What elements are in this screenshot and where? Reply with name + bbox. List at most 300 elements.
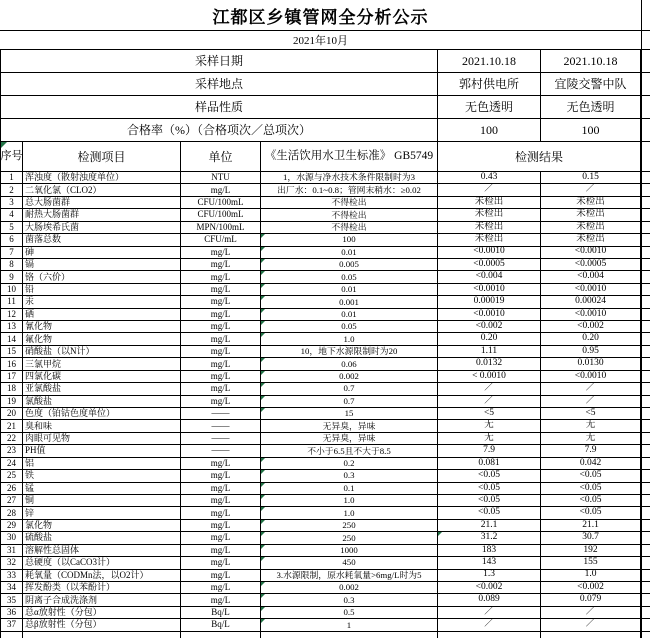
row-no: 34 (1, 582, 23, 594)
row-no: 4 (1, 209, 23, 221)
result-site2: <0.0005 (541, 259, 641, 271)
item-name: 二氧化氯（CLO2） (23, 184, 181, 196)
item-name: 铁 (23, 470, 181, 482)
row-no: 20 (1, 408, 23, 420)
result-site1: 21.1 (438, 520, 541, 532)
result-site2: 155 (541, 557, 641, 569)
result-site2: 0.95 (541, 346, 641, 358)
result-site1: <0.05 (438, 483, 541, 495)
item-name: 耐热大肠菌群 (23, 209, 181, 221)
standard-limit: 0.06 (261, 358, 438, 370)
result-site1: 0.0132 (438, 358, 541, 370)
unit: mg/L (181, 284, 261, 296)
info-label: 样品性质 (1, 96, 438, 119)
result-site1: 未检出 (438, 234, 541, 246)
standard-limit: 10，地下水源限制时为20 (261, 346, 438, 358)
info-value-site2: 100 (541, 119, 641, 142)
result-site2: <0.004 (541, 271, 641, 283)
info-value-site1: 2021.10.18 (438, 50, 541, 73)
standard-limit: 0.05 (261, 271, 438, 283)
standard-limit: 15 (261, 408, 438, 420)
empty-cell (261, 632, 438, 638)
page-title: 江都区乡镇管网全分析公示 (212, 7, 429, 27)
result-site1: 未检出 (438, 222, 541, 234)
row-no: 5 (1, 222, 23, 234)
header-no: 序号 (1, 142, 23, 172)
table-row (1, 545, 650, 557)
row-no: 24 (1, 458, 23, 470)
unit: mg/L (181, 321, 261, 333)
table-row (1, 271, 650, 283)
sheet-edge-strip (641, 234, 650, 246)
item-name: 锌 (23, 507, 181, 519)
row-no: 8 (1, 259, 23, 271)
table-row (1, 483, 650, 495)
unit: mg/L (181, 371, 261, 383)
table-row (1, 458, 650, 470)
result-site1: <0.004 (438, 271, 541, 283)
item-name: 镉 (23, 259, 181, 271)
sheet-edge-strip (641, 142, 650, 172)
result-site2: 未检出 (541, 209, 641, 221)
result-site1: 0.43 (438, 172, 541, 184)
result-site2: 0.00024 (541, 296, 641, 308)
row-no: 22 (1, 433, 23, 445)
standard-limit: 0.05 (261, 321, 438, 333)
result-site2: <0.05 (541, 470, 641, 482)
info-row-sampling-site (1, 73, 650, 96)
row-no: 33 (1, 570, 23, 582)
result-site2: 30.7 (541, 532, 641, 544)
standard-limit: 3.水源限制，原水耗氧量>6mg/L时为5 (261, 570, 438, 582)
result-site1: <0.05 (438, 495, 541, 507)
item-name: 阴离子合成洗涤剂 (23, 594, 181, 606)
table-row (1, 234, 650, 246)
table-row (1, 495, 650, 507)
sheet-edge-strip (641, 184, 650, 196)
result-site1: 1.3 (438, 570, 541, 582)
table-row (1, 197, 650, 209)
table-body (0, 172, 650, 632)
standard-limit: 出厂水：0.1~0.8；管网末稍水：≥0.02 (261, 184, 438, 196)
table-row (1, 619, 650, 631)
result-site1: 143 (438, 557, 541, 569)
row-no: 35 (1, 594, 23, 606)
row-no: 19 (1, 396, 23, 408)
item-name: 铅 (23, 284, 181, 296)
item-name: 铜 (23, 495, 181, 507)
sheet-edge-strip (641, 570, 650, 582)
unit: —— (181, 408, 261, 420)
sheet-edge-strip (641, 495, 650, 507)
row-no: 17 (1, 371, 23, 383)
standard-limit: 0.3 (261, 594, 438, 606)
result-site2: 192 (541, 545, 641, 557)
item-name: 总大肠菌群 (23, 197, 181, 209)
table-row (1, 408, 650, 420)
result-site2: <0.002 (541, 582, 641, 594)
result-site2: <0.05 (541, 507, 641, 519)
unit: —— (181, 420, 261, 432)
unit: mg/L (181, 545, 261, 557)
table-row (1, 209, 650, 221)
result-site2: 未检出 (541, 234, 641, 246)
item-name: 总α放射性（分包） (23, 607, 181, 619)
table-row (1, 532, 650, 544)
result-site1: < 0.0010 (438, 371, 541, 383)
result-site1: 未检出 (438, 197, 541, 209)
result-site2: 21.1 (541, 520, 641, 532)
info-label: 采样地点 (1, 73, 438, 96)
row-no: 12 (1, 309, 23, 321)
table-row (1, 371, 650, 383)
sheet-edge-strip (641, 396, 650, 408)
table-row (1, 309, 650, 321)
sheet-edge-strip (641, 73, 650, 96)
sheet-edge-strip (641, 271, 650, 283)
result-site2: <0.0010 (541, 309, 641, 321)
row-no: 23 (1, 445, 23, 457)
unit: mg/L (181, 383, 261, 395)
table-row (1, 582, 650, 594)
sheet-edge-strip (641, 358, 650, 370)
info-label: 合格率（%）（合格项次／总项次） (1, 119, 438, 142)
unit: CFU/100mL (181, 197, 261, 209)
table-row (1, 557, 650, 569)
result-site2: ／ (541, 396, 641, 408)
item-name: PH值 (23, 445, 181, 457)
item-name: 亚氯酸盐 (23, 383, 181, 395)
unit: mg/L (181, 346, 261, 358)
header-item: 检测项目 (23, 142, 181, 172)
result-site1: <0.0010 (438, 247, 541, 259)
result-site1: 183 (438, 545, 541, 557)
item-name: 硝酸盐（以N计） (23, 346, 181, 358)
item-name: 臭和味 (23, 420, 181, 432)
row-no: 10 (1, 284, 23, 296)
unit: NTU (181, 172, 261, 184)
unit: mg/L (181, 309, 261, 321)
result-site1: 31.2 (438, 532, 541, 544)
sheet-edge-strip (641, 309, 650, 321)
standard-limit: 0.002 (261, 582, 438, 594)
result-site1: 0.081 (438, 458, 541, 470)
sheet-edge-strip (641, 557, 650, 569)
result-site1: <5 (438, 408, 541, 420)
sheet-edge-strip (641, 50, 650, 73)
result-site2: <0.0010 (541, 247, 641, 259)
partial-bottom-row (0, 632, 650, 638)
unit: mg/L (181, 470, 261, 482)
result-site1: <0.002 (438, 582, 541, 594)
row-no: 29 (1, 520, 23, 532)
result-site2: <5 (541, 408, 641, 420)
result-site2: 未检出 (541, 197, 641, 209)
result-site1: 未检出 (438, 209, 541, 221)
row-no: 25 (1, 470, 23, 482)
result-site2: 1.0 (541, 570, 641, 582)
info-value-site1: 100 (438, 119, 541, 142)
sheet-edge-strip (641, 346, 650, 358)
item-name: 硫酸盐 (23, 532, 181, 544)
unit: mg/L (181, 333, 261, 345)
sheet-edge-strip (641, 594, 650, 606)
result-site1: <0.0005 (438, 259, 541, 271)
standard-limit: 0.005 (261, 259, 438, 271)
sheet-edge-strip (641, 371, 650, 383)
sheet-edge-strip (641, 284, 650, 296)
sheet-edge-strip (641, 470, 650, 482)
result-site2: 未检出 (541, 222, 641, 234)
standard-limit: 0.001 (261, 296, 438, 308)
table-row (1, 396, 650, 408)
standard-limit: 无异臭，异味 (261, 420, 438, 432)
standard-limit: 0.01 (261, 247, 438, 259)
table-row (1, 259, 650, 271)
standard-limit: 不得检出 (261, 197, 438, 209)
standard-limit: 1000 (261, 545, 438, 557)
sheet-edge-strip (641, 408, 650, 420)
sheet-edge-strip (641, 96, 650, 119)
row-no: 37 (1, 619, 23, 631)
unit: mg/L (181, 396, 261, 408)
row-no: 36 (1, 607, 23, 619)
table-header (0, 142, 650, 172)
sheet-edge-strip (641, 582, 650, 594)
sheet-edge-strip (641, 483, 650, 495)
item-name: 菌落总数 (23, 234, 181, 246)
item-name: 汞 (23, 296, 181, 308)
row-no: 1 (1, 172, 23, 184)
result-site2: <0.05 (541, 495, 641, 507)
result-site2: 0.079 (541, 594, 641, 606)
result-site1: 无 (438, 420, 541, 432)
sheet-edge-strip (641, 545, 650, 557)
sheet-edge-strip (641, 383, 650, 395)
standard-limit: 1，水源与净水技术条件限制时为3 (261, 172, 438, 184)
standard-limit: 0.7 (261, 396, 438, 408)
row-no: 14 (1, 333, 23, 345)
result-site1: ／ (438, 607, 541, 619)
sheet-edge-strip (641, 607, 650, 619)
result-site2: ／ (541, 607, 641, 619)
table-row (1, 247, 650, 259)
unit: mg/L (181, 570, 261, 582)
result-site1: <0.05 (438, 470, 541, 482)
standard-limit: 250 (261, 520, 438, 532)
result-site2: 0.042 (541, 458, 641, 470)
result-site1: ／ (438, 396, 541, 408)
unit: —— (181, 433, 261, 445)
result-site2: <0.05 (541, 483, 641, 495)
item-name: 铝 (23, 458, 181, 470)
standard-limit: 不小于6.5且不大于8.5 (261, 445, 438, 457)
sheet-edge-strip (641, 433, 650, 445)
standard-limit: 100 (261, 234, 438, 246)
unit: CFU/mL (181, 234, 261, 246)
result-site2: <0.0010 (541, 284, 641, 296)
table-row (1, 333, 650, 345)
result-site1: <0.0010 (438, 309, 541, 321)
info-label: 采样日期 (1, 50, 438, 73)
sheet-edge-strip (641, 247, 650, 259)
header-standard: 《生活饮用水卫生标准》 GB5749 (261, 142, 438, 172)
row-no: 27 (1, 495, 23, 507)
sheet-edge-strip (641, 321, 650, 333)
unit: mg/L (181, 594, 261, 606)
table-row (1, 222, 650, 234)
row-no: 18 (1, 383, 23, 395)
info-value-site1: 郭村供电所 (438, 73, 541, 96)
result-site2: <0.002 (541, 321, 641, 333)
standard-limit: 不得检出 (261, 222, 438, 234)
sheet-edge-strip (641, 520, 650, 532)
standard-limit: 1 (261, 619, 438, 631)
item-name: 色度（铂钴色度单位） (23, 408, 181, 420)
result-site1: <0.0010 (438, 284, 541, 296)
item-name: 氯酸盐 (23, 396, 181, 408)
row-no: 31 (1, 545, 23, 557)
table-row (1, 321, 650, 333)
unit: mg/L (181, 483, 261, 495)
result-site1: ／ (438, 383, 541, 395)
table-row (1, 296, 650, 308)
standard-limit: 0.7 (261, 383, 438, 395)
unit: mg/L (181, 358, 261, 370)
standard-limit: 1.0 (261, 507, 438, 519)
sheet-edge-strip (641, 532, 650, 544)
standard-limit: 0.01 (261, 309, 438, 321)
item-name: 砷 (23, 247, 181, 259)
item-name: 总硬度（以CaCO3计） (23, 557, 181, 569)
unit: mg/L (181, 458, 261, 470)
table-row (1, 570, 650, 582)
sheet-edge-strip (641, 259, 650, 271)
sheet-edge-strip (641, 209, 650, 221)
row-no: 11 (1, 296, 23, 308)
result-site2: ／ (541, 184, 641, 196)
standard-limit: 0.1 (261, 483, 438, 495)
info-row-sample-nature (1, 96, 650, 119)
empty-cell (438, 632, 541, 638)
result-site2: ／ (541, 619, 641, 631)
result-site1: <0.05 (438, 507, 541, 519)
result-site1: 无 (438, 433, 541, 445)
result-site1: 0.20 (438, 333, 541, 345)
info-row-sampling-date (1, 50, 650, 73)
table-row (1, 172, 650, 184)
table-row (1, 358, 650, 370)
row-no: 2 (1, 184, 23, 196)
row-no: 9 (1, 271, 23, 283)
result-site2: 无 (541, 420, 641, 432)
info-band (0, 50, 650, 142)
empty-cell (23, 632, 181, 638)
result-site1: <0.002 (438, 321, 541, 333)
standard-limit: 1.0 (261, 495, 438, 507)
sheet-edge-strip (641, 445, 650, 457)
sheet-edge-strip (641, 119, 650, 142)
standard-limit: 450 (261, 557, 438, 569)
row-no: 28 (1, 507, 23, 519)
header-result: 检测结果 (438, 142, 641, 172)
header-unit: 单位 (181, 142, 261, 172)
standard-limit: 0.2 (261, 458, 438, 470)
unit: mg/L (181, 271, 261, 283)
result-site2: 0.0130 (541, 358, 641, 370)
result-site2: ／ (541, 383, 641, 395)
table-row (1, 284, 650, 296)
result-site2: <0.0010 (541, 371, 641, 383)
row-no: 32 (1, 557, 23, 569)
unit: mg/L (181, 557, 261, 569)
item-name: 铬（六价） (23, 271, 181, 283)
report-month: 2021年10月 (293, 35, 348, 47)
item-name: 硒 (23, 309, 181, 321)
table-row (1, 346, 650, 358)
unit: mg/L (181, 507, 261, 519)
result-site2: 0.20 (541, 333, 641, 345)
row-no: 13 (1, 321, 23, 333)
item-name: 浑浊度（散射浊度单位） (23, 172, 181, 184)
table-row (1, 433, 650, 445)
info-row-pass-rate (1, 119, 650, 142)
sheet-edge-strip (641, 296, 650, 308)
standard-limit: 不得检出 (261, 209, 438, 221)
item-name: 肉眼可见物 (23, 433, 181, 445)
result-site2: 0.15 (541, 172, 641, 184)
standard-limit: 250 (261, 532, 438, 544)
item-name: 四氯化碳 (23, 371, 181, 383)
sheet-edge-strip (641, 197, 650, 209)
info-value-site2: 宜陵交警中队 (541, 73, 641, 96)
row-no: 30 (1, 532, 23, 544)
sheet-edge-strip (641, 222, 650, 234)
unit: mg/L (181, 184, 261, 196)
table-row (1, 520, 650, 532)
sheet-edge-strip (641, 632, 650, 638)
unit: MPN/100mL (181, 222, 261, 234)
result-site1: 7.9 (438, 445, 541, 457)
info-value-site2: 无色透明 (541, 96, 641, 119)
item-name: 氟化物 (23, 333, 181, 345)
empty-cell (181, 632, 261, 638)
unit: —— (181, 445, 261, 457)
row-no: 26 (1, 483, 23, 495)
item-name: 溶解性总固体 (23, 545, 181, 557)
item-name: 锰 (23, 483, 181, 495)
sheet-edge-strip (641, 420, 650, 432)
item-name: 耗氧量（CODMn法，以O2计） (23, 570, 181, 582)
table-row (1, 184, 650, 196)
info-value-site2: 2021.10.18 (541, 50, 641, 73)
result-site1: ／ (438, 184, 541, 196)
sheet-edge-strip (641, 619, 650, 631)
result-site1: 0.00019 (438, 296, 541, 308)
unit: CFU/100mL (181, 209, 261, 221)
sheet-edge-strip (641, 458, 650, 470)
table-row (1, 470, 650, 482)
unit: mg/L (181, 247, 261, 259)
table-row (1, 383, 650, 395)
standard-limit: 无异臭，异味 (261, 433, 438, 445)
table-row (1, 445, 650, 457)
table-row (1, 594, 650, 606)
unit: Bq/L (181, 619, 261, 631)
item-name: 大肠埃希氏菌 (23, 222, 181, 234)
standard-limit: 0.5 (261, 607, 438, 619)
title-row (0, 0, 650, 31)
